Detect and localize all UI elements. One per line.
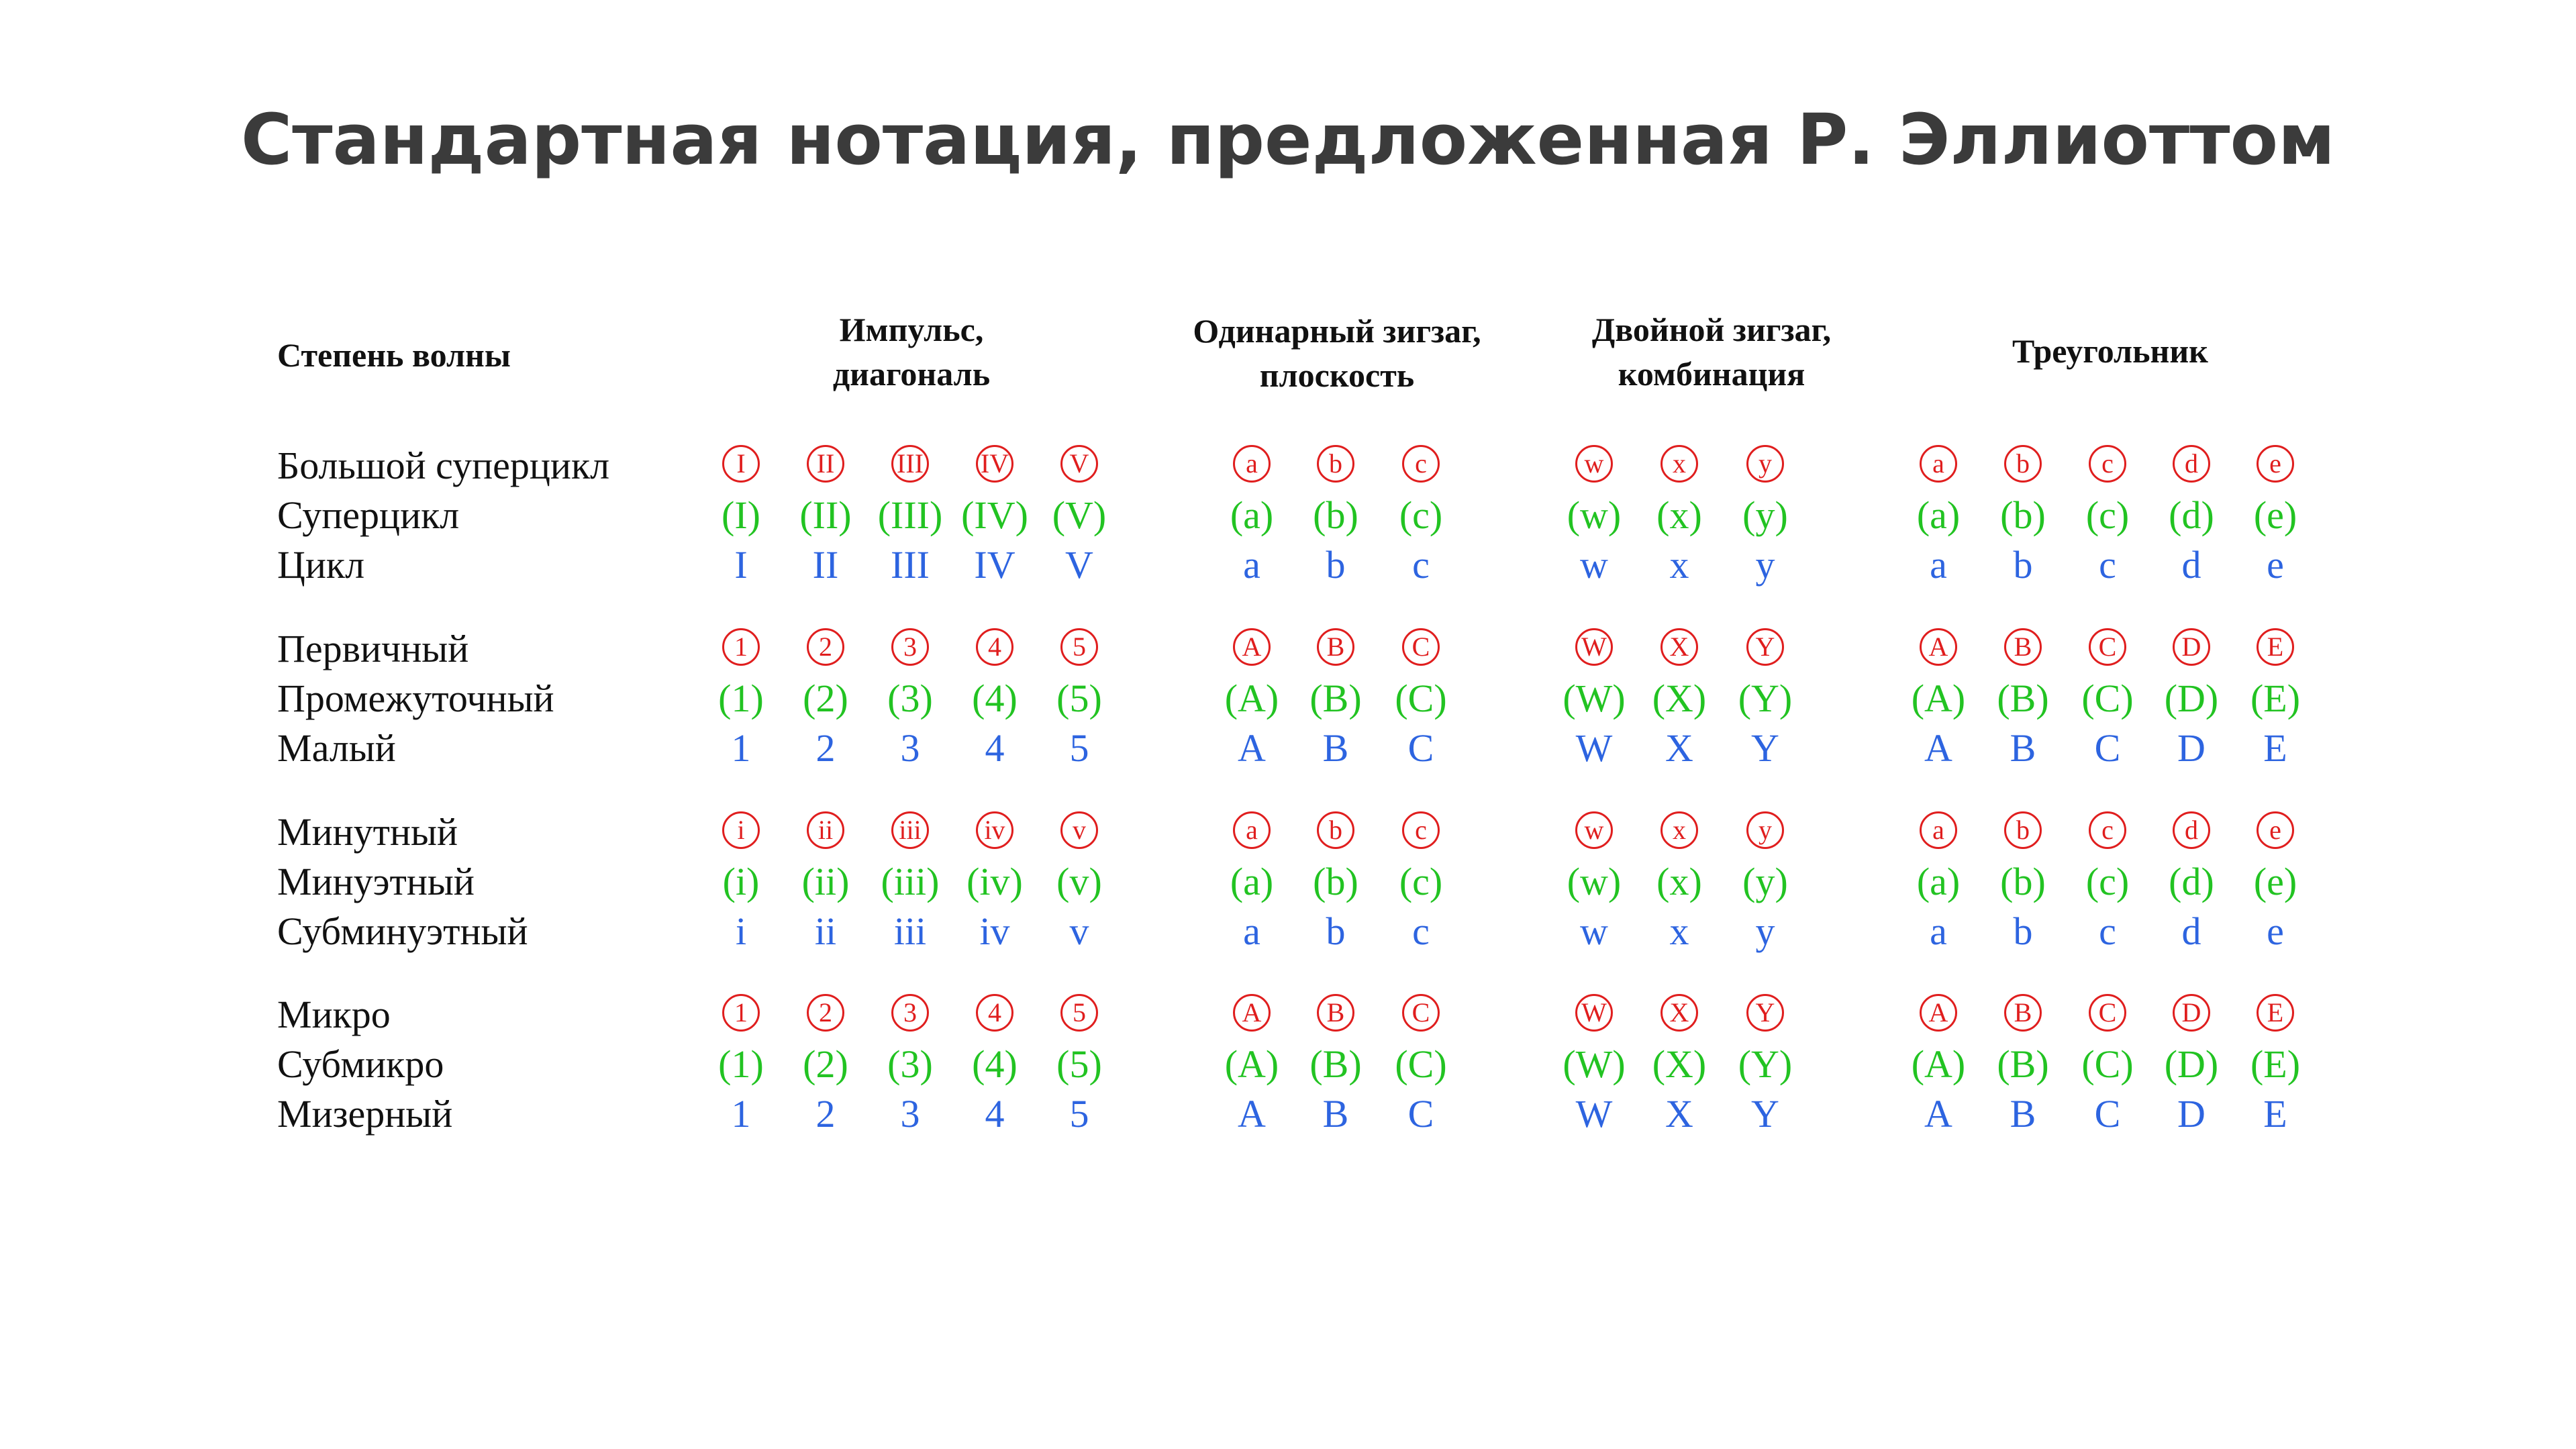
header-zigzag [1149, 309, 1525, 397]
circled-wave-symbol-text: 5 [1060, 628, 1098, 666]
circled-wave-symbol-text: d [2173, 811, 2210, 849]
circled-wave-symbol [2225, 807, 2326, 857]
plain-wave-symbol: 5 [1069, 1092, 1089, 1136]
plain-wave-symbol: C [1407, 726, 1434, 770]
parenthesized-wave-symbol: (5) [1056, 1042, 1102, 1086]
parenthesized-wave-symbol: (W) [1563, 677, 1626, 720]
plain-wave-symbol: a [1930, 909, 1947, 953]
parenthesized-wave-symbol: (4) [972, 1042, 1018, 1086]
plain-wave-symbol: D [2177, 1092, 2206, 1136]
circled-wave-symbol-text: a [1920, 811, 1957, 849]
circled-wave-symbol-text: ii [807, 811, 844, 849]
parenthesized-wave-symbol: (b) [1313, 860, 1358, 903]
plain-wave-symbol: c [1412, 543, 1430, 587]
circled-wave-symbol-text: B [1317, 994, 1354, 1032]
parenthesized-wave-symbol: (x) [1656, 860, 1702, 903]
plain-wave-symbol: w [1580, 909, 1608, 953]
header-triangle-label: Треугольник [2012, 332, 2208, 370]
parenthesized-wave-symbol: (v) [1056, 860, 1102, 903]
circled-wave-symbol [2225, 624, 2326, 674]
circled-wave-symbol [1029, 990, 1130, 1040]
circled-wave-symbol-text: w [1575, 445, 1613, 483]
plain-wave-symbol: 3 [900, 1092, 920, 1136]
plain-wave-symbol: B [2010, 1092, 2036, 1136]
parenthesized-wave-symbol: (Y) [1738, 677, 1793, 720]
circled-wave-symbol [1029, 441, 1130, 491]
circled-wave-symbol-text: C [2089, 994, 2126, 1032]
parenthesized-wave-symbol: (y) [1742, 493, 1788, 537]
parenthesized-wave-symbol: (E) [2250, 677, 2301, 720]
parenthesized-wave-symbol: (y) [1742, 860, 1788, 903]
table-row [0, 807, 2576, 857]
circled-wave-symbol [2225, 441, 2326, 491]
circled-wave-symbol-text: X [1661, 628, 1698, 666]
circled-wave-symbol [1715, 624, 1816, 674]
circled-wave-symbol-text: IV [976, 445, 1013, 483]
table-row [0, 491, 2576, 540]
parenthesized-wave-symbol: (ii) [801, 860, 850, 903]
wave-degree-label: Суперцикл [277, 493, 460, 537]
header-zigzag-line-2: плоскость [1259, 356, 1415, 394]
plain-wave-symbol: Y [1751, 1092, 1779, 1136]
table-row [0, 1089, 2576, 1139]
plain-wave-symbol: E [2263, 1092, 2287, 1136]
circled-wave-symbol [2225, 990, 2326, 1040]
table-row [0, 674, 2576, 723]
parenthesized-wave-symbol: (w) [1567, 493, 1622, 537]
circled-wave-symbol-text: A [1233, 994, 1271, 1032]
circled-wave-symbol [1029, 807, 1130, 857]
circled-wave-symbol-text: d [2173, 445, 2210, 483]
circled-wave-symbol-text: a [1920, 445, 1957, 483]
header-double-zigzag [1524, 307, 1899, 396]
parenthesized-wave-symbol: (a) [1230, 860, 1274, 903]
circled-wave-symbol-text: D [2173, 628, 2210, 666]
circled-wave-symbol-text: C [1402, 994, 1440, 1032]
circled-wave-symbol [1371, 441, 1471, 491]
plain-wave-symbol: ii [814, 909, 837, 953]
circled-wave-symbol-text: D [2173, 994, 2210, 1032]
plain-wave-symbol: c [1412, 909, 1430, 953]
wave-degree-label: Первичный [277, 627, 469, 670]
wave-degree-label: Субминуэтный [277, 909, 528, 953]
parenthesized-wave-symbol: (c) [2085, 860, 2130, 903]
plain-wave-symbol: 2 [815, 1092, 836, 1136]
plain-wave-symbol: C [2094, 726, 2121, 770]
header-wave-degree [277, 333, 511, 377]
circled-wave-symbol-text: iii [891, 811, 929, 849]
parenthesized-wave-symbol: (x) [1656, 493, 1702, 537]
circled-wave-symbol-text: II [807, 445, 844, 483]
plain-wave-symbol: y [1755, 909, 1775, 953]
circled-wave-symbol-text: B [1317, 628, 1354, 666]
parenthesized-wave-symbol: (B) [1997, 1042, 2049, 1086]
circled-wave-symbol-text: III [891, 445, 929, 483]
parenthesized-wave-symbol: (C) [1395, 677, 1447, 720]
circled-wave-symbol-text: 4 [976, 994, 1013, 1032]
plain-wave-symbol: 5 [1069, 726, 1089, 770]
plain-wave-symbol: E [2263, 726, 2287, 770]
parenthesized-wave-symbol: (B) [1997, 677, 2049, 720]
parenthesized-wave-symbol: (1) [718, 1042, 764, 1086]
parenthesized-wave-symbol: (c) [1399, 493, 1443, 537]
circled-wave-symbol [1715, 990, 1816, 1040]
parenthesized-wave-symbol: (5) [1056, 677, 1102, 720]
circled-wave-symbol-text: 1 [722, 994, 760, 1032]
circled-wave-symbol-text: B [2004, 994, 2042, 1032]
parenthesized-wave-symbol: (e) [2253, 860, 2297, 903]
parenthesized-wave-symbol: (W) [1563, 1042, 1626, 1086]
parenthesized-wave-symbol: (A) [1224, 677, 1279, 720]
plain-wave-symbol: y [1755, 543, 1775, 587]
plain-wave-symbol: D [2177, 726, 2206, 770]
circled-wave-symbol-text: W [1575, 628, 1613, 666]
circled-wave-symbol [1029, 624, 1130, 674]
wave-degree-label: Минутный [277, 810, 458, 854]
table-row [0, 441, 2576, 491]
parenthesized-wave-symbol: (Y) [1738, 1042, 1793, 1086]
parenthesized-wave-symbol: (A) [1224, 1042, 1279, 1086]
parenthesized-wave-symbol: (X) [1652, 1042, 1707, 1086]
circled-wave-symbol-text: w [1575, 811, 1613, 849]
parenthesized-wave-symbol: (II) [799, 493, 852, 537]
parenthesized-wave-symbol: (IV) [961, 493, 1028, 537]
parenthesized-wave-symbol: (B) [1309, 677, 1362, 720]
circled-wave-symbol-text: 4 [976, 628, 1013, 666]
table-row [0, 723, 2576, 773]
parenthesized-wave-symbol: (a) [1230, 493, 1274, 537]
circled-wave-symbol-text: e [2257, 445, 2294, 483]
parenthesized-wave-symbol: (b) [1313, 493, 1358, 537]
parenthesized-wave-symbol: (e) [2253, 493, 2297, 537]
header-zigzag-line-1: Одинарный зигзаг, [1193, 312, 1481, 350]
plain-wave-symbol: A [1924, 1092, 1952, 1136]
circled-wave-symbol-text: A [1233, 628, 1271, 666]
plain-wave-symbol: W [1575, 1092, 1613, 1136]
circled-wave-symbol-text: e [2257, 811, 2294, 849]
circled-wave-symbol [1371, 624, 1471, 674]
circled-wave-symbol-text: C [2089, 628, 2126, 666]
plain-wave-symbol: X [1665, 1092, 1693, 1136]
parenthesized-wave-symbol: (d) [2169, 493, 2214, 537]
circled-wave-symbol-text: V [1060, 445, 1098, 483]
plain-wave-symbol: b [2013, 543, 2033, 587]
parenthesized-wave-symbol: (3) [887, 1042, 933, 1086]
parenthesized-wave-symbol: (b) [2000, 860, 2046, 903]
parenthesized-wave-symbol: (b) [2000, 493, 2046, 537]
plain-wave-symbol: B [2010, 726, 2036, 770]
plain-wave-symbol: 4 [985, 726, 1005, 770]
circled-wave-symbol-text: 2 [807, 994, 844, 1032]
plain-wave-symbol: b [1326, 909, 1346, 953]
parenthesized-wave-symbol: (c) [1399, 860, 1443, 903]
wave-degree-label: Минуэтный [277, 860, 475, 903]
wave-degree-label: Малый [277, 726, 396, 770]
plain-wave-symbol: C [2094, 1092, 2121, 1136]
plain-wave-symbol: x [1669, 909, 1689, 953]
circled-wave-symbol-text: a [1233, 811, 1271, 849]
plain-wave-symbol: e [2267, 909, 2284, 953]
wave-degree-label: Микро [277, 993, 391, 1036]
plain-wave-symbol: b [2013, 909, 2033, 953]
plain-wave-symbol: B [1322, 726, 1349, 770]
plain-wave-symbol: e [2267, 543, 2284, 587]
circled-wave-symbol-text: 1 [722, 628, 760, 666]
circled-wave-symbol-text: 3 [891, 628, 929, 666]
circled-wave-symbol-text: c [2089, 445, 2126, 483]
table-row [0, 990, 2576, 1040]
plain-wave-symbol: 2 [815, 726, 836, 770]
plain-wave-symbol: i [735, 909, 747, 953]
plain-wave-symbol: d [2181, 909, 2201, 953]
circled-wave-symbol-text: A [1920, 994, 1957, 1032]
plain-wave-symbol: I [734, 543, 748, 587]
plain-wave-symbol: iii [893, 909, 927, 953]
header-double-zigzag-line-1: Двойной зигзаг, [1591, 311, 1832, 348]
parenthesized-wave-symbol: (w) [1567, 860, 1622, 903]
plain-wave-symbol: C [1407, 1092, 1434, 1136]
parenthesized-wave-symbol: (iii) [881, 860, 940, 903]
parenthesized-wave-symbol: (C) [2081, 1042, 2134, 1086]
header-wave-degree-label: Степень волны [277, 336, 511, 374]
circled-wave-symbol-text: iv [976, 811, 1013, 849]
parenthesized-wave-symbol: (E) [2250, 1042, 2301, 1086]
plain-wave-symbol: II [812, 543, 839, 587]
plain-wave-symbol: d [2181, 543, 2201, 587]
circled-wave-symbol-text: B [2004, 628, 2042, 666]
circled-wave-symbol-text: a [1233, 445, 1271, 483]
parenthesized-wave-symbol: (3) [887, 677, 933, 720]
circled-wave-symbol-text: 5 [1060, 994, 1098, 1032]
circled-wave-symbol-text: C [1402, 628, 1440, 666]
plain-wave-symbol: 3 [900, 726, 920, 770]
plain-wave-symbol: a [1243, 543, 1260, 587]
parenthesized-wave-symbol: (A) [1911, 1042, 1966, 1086]
parenthesized-wave-symbol: (B) [1309, 1042, 1362, 1086]
plain-wave-symbol: v [1069, 909, 1089, 953]
table-row [0, 907, 2576, 956]
circled-wave-symbol-text: Y [1746, 628, 1784, 666]
circled-wave-symbol-text: c [2089, 811, 2126, 849]
plain-wave-symbol: 1 [731, 726, 751, 770]
parenthesized-wave-symbol: (1) [718, 677, 764, 720]
circled-wave-symbol-text: c [1402, 445, 1440, 483]
circled-wave-symbol-text: i [722, 811, 760, 849]
plain-wave-symbol: c [2099, 909, 2116, 953]
circled-wave-symbol-text: b [2004, 445, 2042, 483]
plain-wave-symbol: x [1669, 543, 1689, 587]
parenthesized-wave-symbol: (D) [2164, 677, 2219, 720]
parenthesized-wave-symbol: (i) [722, 860, 760, 903]
circled-wave-symbol-text: E [2257, 628, 2294, 666]
parenthesized-wave-symbol: (2) [803, 1042, 848, 1086]
plain-wave-symbol: IV [974, 543, 1015, 587]
parenthesized-wave-symbol: (C) [1395, 1042, 1447, 1086]
table-row [0, 857, 2576, 907]
wave-degree-label: Субмикро [277, 1042, 444, 1086]
plain-wave-symbol: b [1326, 543, 1346, 587]
parenthesized-wave-symbol: (d) [2169, 860, 2214, 903]
parenthesized-wave-symbol: (A) [1911, 677, 1966, 720]
plain-wave-symbol: B [1322, 1092, 1349, 1136]
wave-degree-label: Большой суперцикл [277, 444, 610, 487]
parenthesized-wave-symbol: (a) [1916, 860, 1961, 903]
plain-wave-symbol: c [2099, 543, 2116, 587]
header-impulse [710, 307, 1113, 396]
circled-wave-symbol-text: x [1661, 811, 1698, 849]
parenthesized-wave-symbol: (4) [972, 677, 1018, 720]
plain-wave-symbol: a [1243, 909, 1260, 953]
plain-wave-symbol: iv [979, 909, 1010, 953]
circled-wave-symbol-text: y [1746, 445, 1784, 483]
circled-wave-symbol-text: b [2004, 811, 2042, 849]
parenthesized-wave-symbol: (a) [1916, 493, 1961, 537]
plain-wave-symbol: A [1238, 726, 1266, 770]
parenthesized-wave-symbol: (C) [2081, 677, 2134, 720]
plain-wave-symbol: III [891, 543, 930, 587]
wave-degree-label: Промежуточный [277, 677, 554, 720]
plain-wave-symbol: V [1065, 543, 1093, 587]
header-impulse-line-1: Импульс, [839, 311, 984, 348]
parenthesized-wave-symbol: (I) [722, 493, 760, 537]
wave-degree-label: Цикл [277, 543, 365, 587]
circled-wave-symbol [1715, 807, 1816, 857]
plain-wave-symbol: X [1665, 726, 1693, 770]
table-row [0, 624, 2576, 674]
circled-wave-symbol-text: Y [1746, 994, 1784, 1032]
circled-wave-symbol-text: x [1661, 445, 1698, 483]
plain-wave-symbol: 4 [985, 1092, 1005, 1136]
header-triangle [1909, 329, 2312, 373]
parenthesized-wave-symbol: (X) [1652, 677, 1707, 720]
circled-wave-symbol-text: v [1060, 811, 1098, 849]
plain-wave-symbol: A [1924, 726, 1952, 770]
wave-degree-label: Мизерный [277, 1092, 453, 1136]
circled-wave-symbol-text: A [1920, 628, 1957, 666]
circled-wave-symbol-text: 3 [891, 994, 929, 1032]
circled-wave-symbol-text: b [1317, 445, 1354, 483]
circled-wave-symbol-text: W [1575, 994, 1613, 1032]
header-double-zigzag-line-2: комбинация [1618, 355, 1805, 393]
parenthesized-wave-symbol: (2) [803, 677, 848, 720]
plain-wave-symbol: A [1238, 1092, 1266, 1136]
circled-wave-symbol-text: b [1317, 811, 1354, 849]
parenthesized-wave-symbol: (V) [1052, 493, 1107, 537]
circled-wave-symbol-text: c [1402, 811, 1440, 849]
parenthesized-wave-symbol: (c) [2085, 493, 2130, 537]
plain-wave-symbol: a [1930, 543, 1947, 587]
plain-wave-symbol: 1 [731, 1092, 751, 1136]
circled-wave-symbol-text: E [2257, 994, 2294, 1032]
circled-wave-symbol [1715, 441, 1816, 491]
circled-wave-symbol [1371, 990, 1471, 1040]
plain-wave-symbol: w [1580, 543, 1608, 587]
table-row [0, 540, 2576, 590]
parenthesized-wave-symbol: (III) [877, 493, 943, 537]
header-impulse-line-2: диагональ [832, 355, 991, 393]
circled-wave-symbol-text: I [722, 445, 760, 483]
table-row [0, 1040, 2576, 1089]
plain-wave-symbol: Y [1751, 726, 1779, 770]
parenthesized-wave-symbol: (iv) [967, 860, 1023, 903]
circled-wave-symbol [1371, 807, 1471, 857]
parenthesized-wave-symbol: (D) [2164, 1042, 2219, 1086]
plain-wave-symbol: W [1575, 726, 1613, 770]
circled-wave-symbol-text: X [1661, 994, 1698, 1032]
circled-wave-symbol-text: 2 [807, 628, 844, 666]
page-title: Стандартная нотация, предложенная Р. Эллиоттом [240, 99, 2336, 181]
circled-wave-symbol-text: y [1746, 811, 1784, 849]
